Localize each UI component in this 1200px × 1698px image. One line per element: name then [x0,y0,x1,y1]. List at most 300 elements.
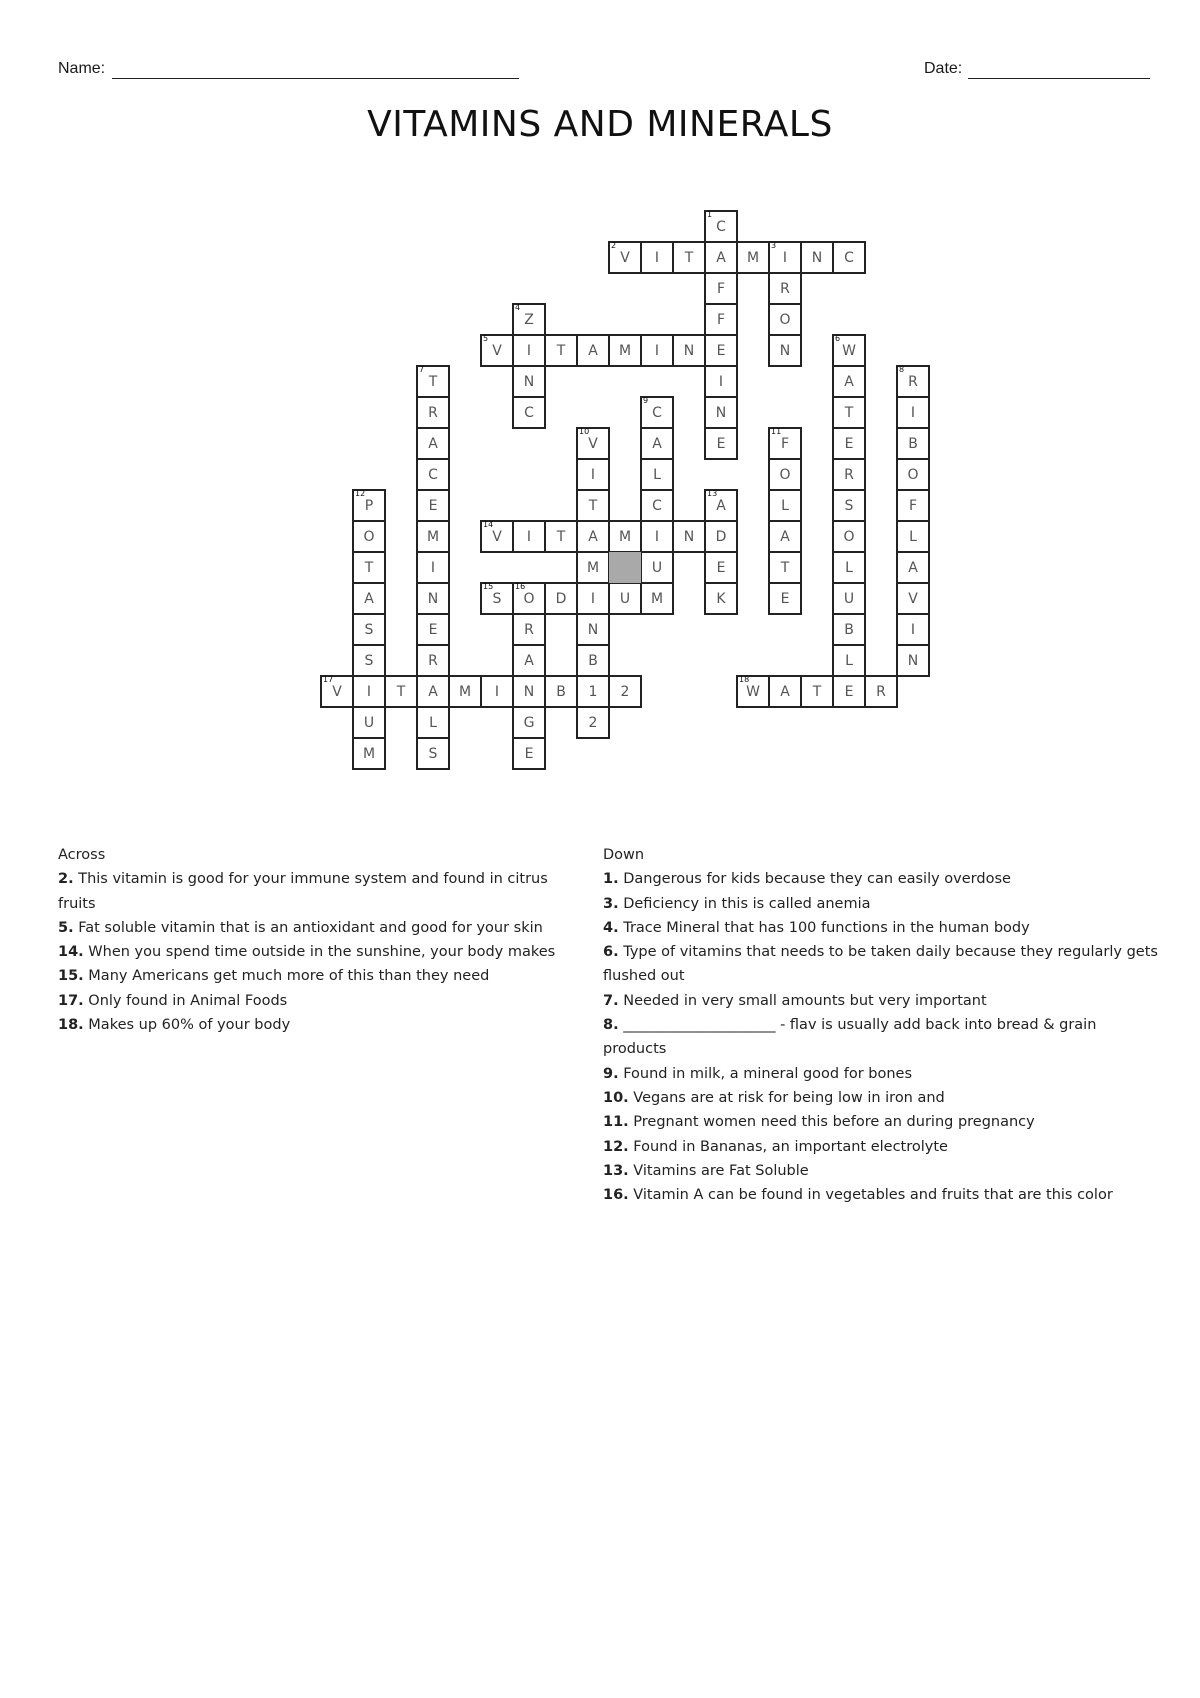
cell-letter: S [428,745,438,762]
cell-letter: S [364,652,374,669]
cell-letter: I [718,373,724,390]
cell-letter: M [650,590,664,607]
clue-text: Deficiency in this is called anemia [618,895,871,912]
cell-letter: T [588,497,598,514]
grid-cell[interactable] [640,396,674,429]
grid-cell[interactable] [480,334,514,367]
cell-letter: I [654,342,660,359]
cell-letter: O [523,590,535,607]
grid-cell[interactable] [416,737,450,770]
cell-letter: B [588,652,598,669]
grid-cell[interactable] [416,365,450,398]
cell-letter: V [492,342,502,359]
cell-number: 6 [835,334,841,343]
cell-number: 3 [771,241,777,250]
grid-cell[interactable] [512,737,546,770]
grid-cell[interactable] [704,272,738,305]
grid-cell[interactable] [768,675,802,708]
grid-cell[interactable] [896,551,930,584]
grid-cell[interactable] [832,396,866,429]
grid-cell[interactable] [352,613,386,646]
clue-text: Makes up 60% of your body [83,1017,291,1034]
grid-cell[interactable] [896,427,930,460]
cell-letter: O [363,528,375,545]
cell-letter: I [366,683,372,700]
cell-letter: A [364,590,374,607]
cell-letter: O [779,466,791,483]
clue-text: Fat soluble vitamin that is an antioxidant and good for your skin [73,919,543,936]
cell-letter: L [653,466,661,483]
shaded-cell [609,552,641,583]
cell-letter: K [716,590,726,607]
across-clue-list [58,867,578,1037]
cell-letter: S [844,497,854,514]
clue-text: Many Americans get much more of this than they need [83,968,490,985]
clue-text: _____________________ - flav is usually add back into bread & grain products [603,1017,1097,1058]
cell-letter: E [428,497,438,514]
cell-letter: A [428,435,438,452]
grid-cell[interactable] [352,737,386,770]
cell-letter: T [844,404,854,421]
grid-cell[interactable] [416,675,450,708]
grid-cell[interactable] [832,675,866,708]
grid-cell[interactable] [384,675,418,708]
grid-cell[interactable] [768,427,802,460]
grid-cell[interactable] [896,613,930,646]
grid-cell[interactable] [416,644,450,677]
name-label: Name: [58,60,106,77]
grid-cell[interactable] [352,706,386,739]
grid-cell[interactable] [416,458,450,491]
cell-letter: I [654,528,660,545]
clue-number: 5. [58,919,74,936]
cell-letter: R [428,652,438,669]
clue-text: Needed in very small amounts but very important [618,992,987,1009]
grid-cell[interactable] [512,706,546,739]
cell-letter: M [618,528,632,545]
cell-letter: N [715,404,727,421]
grid-cell[interactable] [512,334,546,367]
cell-letter: A [588,528,598,545]
cell-letter: N [683,528,695,545]
clue-number: 11. [603,1114,629,1131]
cell-letter: N [907,652,919,669]
cell-letter: C [524,404,534,421]
grid-cell[interactable] [352,582,386,615]
cell-letter: T [556,342,566,359]
cell-number: 11 [771,427,782,436]
cell-letter: A [652,435,662,452]
cell-letter: E [844,435,854,452]
cell-letter: O [907,466,919,483]
cell-letter: I [590,590,596,607]
grid-cell[interactable] [864,675,898,708]
grid-cell[interactable] [832,458,866,491]
cell-letter: V [332,683,342,700]
cell-letter: F [716,311,726,328]
clue-number: 6. [603,944,619,961]
across-clue [58,916,578,940]
page-title: VITAMINS AND MINERALS [367,104,833,145]
cell-letter: I [654,249,660,266]
clue-text: Found in Bananas, an important electrolyte [628,1138,948,1155]
cell-letter: B [844,621,854,638]
across-heading: Across [58,847,106,863]
cell-letter: E [716,342,726,359]
grid-cell[interactable] [832,241,866,274]
grid-cell[interactable] [640,520,674,553]
grid-cell[interactable] [832,489,866,522]
down-clue [603,1086,1163,1110]
clue-text: Vegans are at risk for being low in iron and [628,1089,945,1106]
grid-cell[interactable] [512,644,546,677]
cell-letter: V [492,528,502,545]
crossword-grid [0,0,1200,800]
clue-text: Type of vitamins that needs to be taken daily because they regularly gets flushed out [603,944,1158,985]
grid-cell[interactable] [704,210,738,243]
cell-number: 13 [707,489,718,498]
cell-letter: B [556,683,566,700]
grid-cell[interactable] [352,551,386,584]
clue-number: 16. [603,1187,629,1204]
cell-letter: V [588,435,598,452]
down-clue [603,1135,1163,1159]
grid-cell[interactable] [672,241,706,274]
cell-number: 1 [707,210,713,219]
grid-cell[interactable] [544,582,578,615]
grid-cell[interactable] [640,427,674,460]
grid-cell[interactable] [576,520,610,553]
grid-cell[interactable] [576,551,610,584]
cell-letter: N [523,683,535,700]
cell-letter: A [716,249,726,266]
clue-number: 2. [58,871,74,888]
cell-letter: U [363,714,375,731]
grid-cell[interactable] [448,675,482,708]
clue-number: 10. [603,1089,629,1106]
grid-cell[interactable] [896,520,930,553]
grid-cell[interactable] [576,675,610,708]
grid-cell[interactable] [352,644,386,677]
cell-letter: 2 [588,714,598,731]
date-label: Date: [924,60,963,77]
clue-number: 1. [603,871,619,888]
grid-cell[interactable] [576,427,610,460]
grid-cell[interactable] [640,489,674,522]
cell-letter: E [716,435,726,452]
down-clue [603,892,1163,916]
grid-cell[interactable] [640,551,674,584]
cell-letter: Z [524,311,534,328]
cell-letter: C [652,404,662,421]
grid-cell[interactable] [512,675,546,708]
grid-cell[interactable] [512,303,546,336]
cell-letter: 2 [620,683,630,700]
cell-letter: T [812,683,822,700]
grid-cell[interactable] [544,675,578,708]
grid-cell[interactable] [544,334,578,367]
cell-number: 15 [483,582,494,591]
cell-letter: I [526,528,532,545]
cell-letter: E [524,745,534,762]
cell-letter: P [364,497,374,514]
grid-cell[interactable] [480,582,514,615]
cell-letter: U [843,590,855,607]
grid-cell[interactable] [896,489,930,522]
grid-cell[interactable] [704,241,738,274]
cell-letter: N [779,342,791,359]
grid-cell[interactable] [576,489,610,522]
grid-cell[interactable] [896,365,930,398]
cell-letter: A [716,497,726,514]
grid-cell[interactable] [832,334,866,367]
clue-text: Found in milk, a mineral good for bones [618,1065,913,1082]
grid-cell[interactable] [512,582,546,615]
grid-cell[interactable] [704,303,738,336]
cell-letter: N [683,342,695,359]
cell-letter: R [780,280,790,297]
down-clue [603,989,1163,1013]
cell-letter: L [781,497,789,514]
cell-letter: N [587,621,599,638]
cell-letter: R [908,373,918,390]
down-clue [603,1110,1163,1134]
cell-letter: A [428,683,438,700]
grid-cell[interactable] [896,644,930,677]
grid-cell[interactable] [672,520,706,553]
grid-cell[interactable] [416,489,450,522]
grid-cell[interactable] [896,582,930,615]
grid-cell[interactable] [736,241,770,274]
cell-letter: C [428,466,438,483]
grid-cell[interactable] [704,396,738,429]
cell-letter: E [844,683,854,700]
cell-letter: I [526,342,532,359]
cell-letter: E [716,559,726,576]
cell-letter: W [842,342,856,359]
cell-letter: U [619,590,631,607]
clue-number: 14. [58,944,84,961]
down-clue [603,867,1163,891]
grid-cell[interactable] [512,613,546,646]
grid-cell[interactable] [576,582,610,615]
down-clue [603,916,1163,940]
cell-letter: M [618,342,632,359]
grid-cell[interactable] [768,458,802,491]
grid-cell[interactable] [896,396,930,429]
grid-cell[interactable] [704,582,738,615]
cell-letter: L [909,528,917,545]
cell-letter: I [910,404,916,421]
cell-letter: F [780,435,790,452]
down-clues [603,843,1163,1207]
grid-cell[interactable] [768,520,802,553]
cell-number: 10 [579,427,590,436]
grid-cell[interactable] [768,303,802,336]
cell-number: 5 [483,334,489,343]
grid-cell[interactable] [832,520,866,553]
clue-number: 12. [603,1138,629,1155]
grid-cell[interactable] [544,520,578,553]
grid-cell[interactable] [800,241,834,274]
cell-letter: O [779,311,791,328]
cell-letter: T [364,559,374,576]
grid-cell[interactable] [608,334,642,367]
grid-cell[interactable] [800,675,834,708]
clue-text: Vitamin A can be found in vegetables and fruits that are this color [628,1187,1113,1204]
cell-letter: A [780,683,790,700]
grid-cell[interactable] [416,613,450,646]
grid-cell[interactable] [352,520,386,553]
grid-cell[interactable] [480,520,514,553]
cell-number: 16 [515,582,526,591]
grid-cell[interactable] [352,489,386,522]
grid-cell[interactable] [768,489,802,522]
grid-cell[interactable] [352,675,386,708]
grid-cell[interactable] [576,644,610,677]
cell-letter: R [428,404,438,421]
cell-letter: C [652,497,662,514]
clue-number: 9. [603,1065,619,1082]
cell-letter: T [780,559,790,576]
cell-letter: A [524,652,534,669]
grid-cell[interactable] [640,334,674,367]
cell-letter: B [908,435,918,452]
cell-letter: G [523,714,535,731]
cell-number: 17 [323,675,334,684]
across-clue [58,940,578,964]
cell-letter: M [362,745,376,762]
grid-cell[interactable] [416,706,450,739]
grid-cell[interactable] [704,489,738,522]
cell-letter: L [845,652,853,669]
cell-letter: U [651,559,663,576]
grid-cell[interactable] [640,458,674,491]
cell-letter: F [908,497,918,514]
cell-number: 4 [515,303,521,312]
grid-cell[interactable] [704,551,738,584]
cell-letter: I [590,466,596,483]
grid-cell[interactable] [608,241,642,274]
grid-cell[interactable] [512,365,546,398]
grid-cell[interactable] [768,334,802,367]
grid-cell[interactable] [704,427,738,460]
cell-letter: T [684,249,694,266]
cell-letter: A [844,373,854,390]
across-clues [58,843,578,1037]
grid-cell[interactable] [832,644,866,677]
cell-letter: C [716,218,726,235]
cell-number: 12 [355,489,366,498]
grid-cell[interactable] [768,241,802,274]
grid-cell[interactable] [832,551,866,584]
cell-letter: T [396,683,406,700]
grid-cell[interactable] [832,427,866,460]
cell-letter: A [908,559,918,576]
grid-cell[interactable] [416,520,450,553]
grid-cell[interactable] [416,396,450,429]
cell-letter: A [588,342,598,359]
grid-cell[interactable] [608,520,642,553]
down-clue [603,1183,1163,1207]
grid-cell[interactable] [608,675,642,708]
cell-number: 8 [899,365,905,374]
cell-letter: 1 [588,683,598,700]
grid-cell[interactable] [832,613,866,646]
down-clue [603,1062,1163,1086]
cell-letter: C [844,249,854,266]
cell-letter: D [715,528,727,545]
clue-number: 17. [58,992,84,1009]
grid-cell[interactable] [416,582,450,615]
cell-letter: D [555,590,567,607]
grid-cell[interactable] [768,551,802,584]
cell-letter: V [908,590,918,607]
grid-cell[interactable] [672,334,706,367]
grid-cell[interactable] [736,675,770,708]
cell-letter: I [494,683,500,700]
clue-number: 18. [58,1017,84,1034]
grid-cell[interactable] [480,675,514,708]
across-clue [58,989,578,1013]
cell-letter: V [620,249,630,266]
cell-letter: M [426,528,440,545]
grid-cell[interactable] [576,706,610,739]
grid-cell[interactable] [320,675,354,708]
cell-letter: M [458,683,472,700]
cell-letter: N [811,249,823,266]
grid-cell[interactable] [576,613,610,646]
clue-text: Dangerous for kids because they can easily overdose [618,871,1011,888]
down-clue [603,1013,1163,1062]
cell-letter: L [429,714,437,731]
clue-number: 8. [603,1017,619,1034]
grid-cell[interactable] [896,458,930,491]
cell-number: 18 [739,675,750,684]
cell-letter: S [364,621,374,638]
grid-cell[interactable] [416,427,450,460]
grid-cell[interactable] [512,520,546,553]
down-clue-list [603,867,1163,1207]
grid-cell[interactable] [768,272,802,305]
cell-letter: W [746,683,760,700]
grid-cell[interactable] [416,551,450,584]
cell-letter: E [428,621,438,638]
cell-number: 9 [643,396,649,405]
cell-letter: N [523,373,535,390]
grid-cell[interactable] [704,365,738,398]
grid-cell[interactable] [608,582,642,615]
grid-cell[interactable] [576,334,610,367]
grid-cell[interactable] [512,396,546,429]
grid-cell[interactable] [768,582,802,615]
grid-cell[interactable] [832,365,866,398]
cell-letter: R [876,683,886,700]
cell-letter: F [716,280,726,297]
clue-text: Trace Mineral that has 100 functions in the human body [618,919,1030,936]
grid-cell[interactable] [832,582,866,615]
cell-letter: I [782,249,788,266]
cell-number: 2 [611,241,617,250]
grid-cell[interactable] [576,458,610,491]
cell-letter: T [428,373,438,390]
grid-cell[interactable] [704,520,738,553]
down-heading: Down [603,847,645,863]
grid-cell[interactable] [704,334,738,367]
grid-cell[interactable] [640,582,674,615]
grid-cell[interactable] [640,241,674,274]
down-clue [603,940,1163,989]
